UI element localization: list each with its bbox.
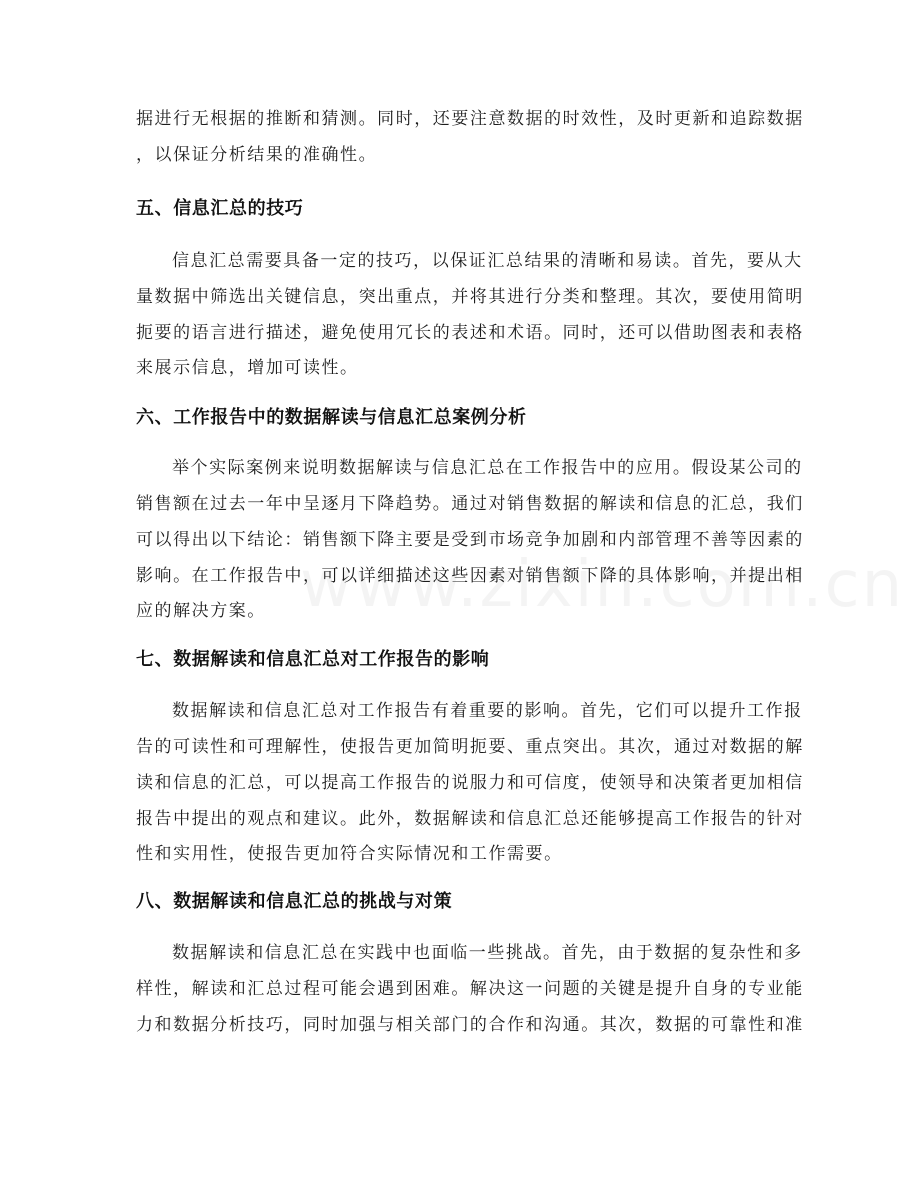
paragraph-line: 影响。在工作报告中，可以详细描述这些因素对销售额下降的具体影响，并提出相 [136, 566, 804, 586]
paragraph-line: 举个实际案例来说明数据解读与信息汇总在工作报告中的应用。假设某公司的 [172, 458, 803, 478]
paragraph-line: 据进行无根据的推断和猜测。同时，还要注意数据的时效性，及时更新和追踪数据 [136, 109, 804, 129]
section-heading: 八、数据解读和信息汇总的挑战与对策 [136, 891, 453, 912]
paragraph-line: 读和信息的汇总，可以提高工作报告的说服力和可信度，使领导和决策者更加相信 [136, 773, 804, 793]
section-heading: 五、信息汇总的技巧 [136, 198, 304, 219]
paragraph-line: 销售额在过去一年中呈逐月下降趋势。通过对销售数据的解读和信息的汇总，我们 [136, 494, 804, 514]
paragraph-line: 数据解读和信息汇总在实践中也面临一些挑战。首先，由于数据的复杂性和多 [172, 943, 803, 963]
paragraph-line: 报告中提出的观点和建议。此外，数据解读和信息汇总还能够提高工作报告的针对 [136, 809, 804, 829]
paragraph-line: 性和实用性，使报告更加符合实际情况和工作需要。 [136, 844, 563, 864]
paragraph-line: 样性，解读和汇总过程可能会遇到困难。解决这一问题的关键是提升自身的专业能 [136, 979, 804, 999]
paragraph-line: ，以保证分析结果的准确性。 [136, 145, 378, 165]
paragraph-line: 力和数据分析技巧，同时加强与相关部门的合作和沟通。其次，数据的可靠性和准 [136, 1015, 804, 1035]
paragraph-line: 告的可读性和可理解性，使报告更加简明扼要、重点突出。其次，通过对数据的解 [136, 737, 804, 757]
paragraph-line: 应的解决方案。 [136, 601, 266, 621]
paragraph-line: 信息汇总需要具备一定的技巧，以保证汇总结果的清晰和易读。首先，要从大 [172, 251, 803, 271]
section-heading: 六、工作报告中的数据解读与信息汇总案例分析 [136, 407, 527, 428]
paragraph-line: 可以得出以下结论：销售额下降主要是受到市场竞争加剧和内部管理不善等因素的 [136, 530, 804, 550]
paragraph-line: 来展示信息，增加可读性。 [136, 358, 359, 378]
paragraph-line: 扼要的语言进行描述，避免使用冗长的表述和术语。同时，还可以借助图表和表格 [136, 323, 804, 343]
section-heading: 七、数据解读和信息汇总对工作报告的影响 [136, 649, 490, 670]
paragraph-line: 数据解读和信息汇总对工作报告有着重要的影响。首先，它们可以提升工作报 [172, 701, 803, 721]
paragraph-line: 量数据中筛选出关键信息，突出重点，并将其进行分类和整理。其次，要使用简明 [136, 287, 804, 307]
